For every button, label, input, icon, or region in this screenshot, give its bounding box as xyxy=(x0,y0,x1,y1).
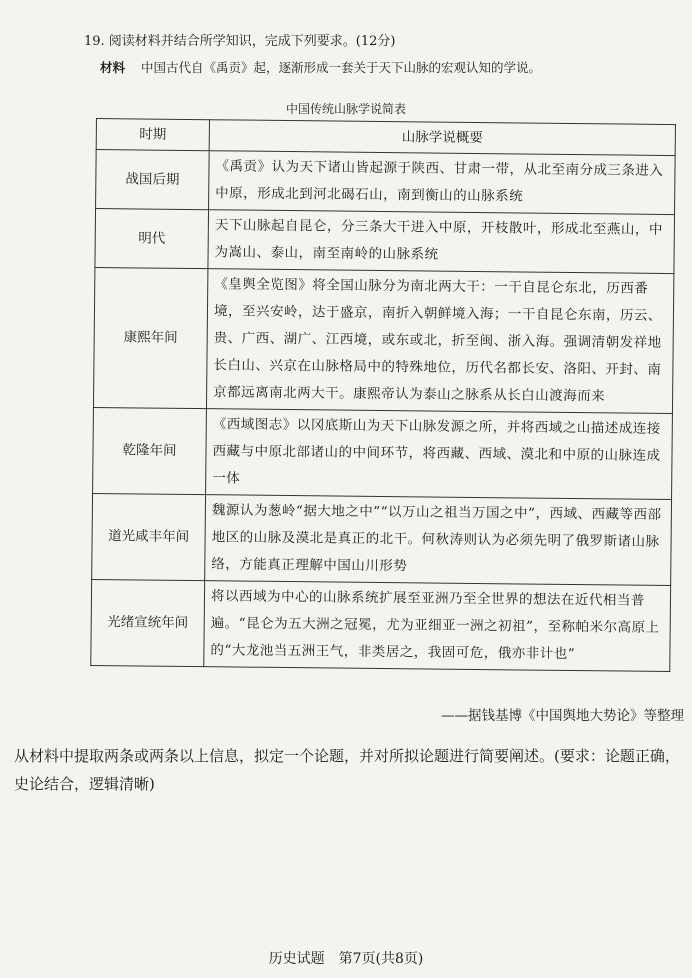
table-row xyxy=(93,267,673,413)
table-row xyxy=(95,209,675,274)
table-row xyxy=(91,579,671,671)
period-cell: 乾隆年间 xyxy=(93,407,207,494)
period-cell: 明代 xyxy=(95,209,209,269)
period-cell: 光绪宣统年间 xyxy=(91,579,205,666)
period-cell: 道光咸丰年间 xyxy=(92,493,206,580)
summary-cell: 《皇舆全览图》将全国山脉分为南北两大干：一干自昆仑东北，历西番境，至兴安岭，达于盛京，南折入朝鲜境入海；一干自昆仑东南，历云、贵、广西、湖广、江西境，或东或北，折至闽、浙入海。强调清朝发祥地长白山、兴京在山脉格局中的特殊地位，历代名都长安、洛阳、开封、南京都远离南北两大干。康熙帝认为泰山之脉系从长白山渡海而来 xyxy=(206,269,673,414)
source-citation: ——据钱基博《中国舆地大势论》等整理 xyxy=(441,708,684,724)
material-intro: 中国古代自《禹贡》起，逐渐形成一套关于天下山脉的宏观认知的学说。 xyxy=(141,60,542,75)
table-row xyxy=(96,150,676,215)
summary-cell: 魏源认为葱岭“据大地之中”“以万山之祖当万国之中”，西域、西藏等西部地区的山脉及漠北是真正的北干。何秋涛则认为必须先明了俄罗斯诸山脉络，方能真正理解中国山川形势 xyxy=(205,495,672,586)
table-row xyxy=(93,407,673,499)
header-summary: 山脉学说概要 xyxy=(209,120,675,156)
summary-cell: 《西域图志》以冈底斯山为天下山脉发源之所，并将西域之山描述成连接西藏与中原北部诸山的中间环节，将西藏、西域、漠北和中原的山脉连成一体 xyxy=(206,409,673,500)
summary-cell: 将以西域为中心的山脉系统扩展至亚洲乃至全世界的想法在近代相当普遍。“昆仑为五大洲之冠冕，尤为亚细亚一洲之初祖”，至称帕米尔高原上的“大龙池当五洲王气，非类居之，我固可危，俄亦非计也” xyxy=(204,581,671,672)
mountain-theory-table xyxy=(90,118,676,672)
page-footer: 历史试题 第7页(共8页) xyxy=(268,951,424,967)
period-cell: 康熙年间 xyxy=(93,267,207,408)
material-label: 材料 xyxy=(100,60,126,75)
question-title: 19. 阅读材料并结合所学知识，完成下列要求。(12分) xyxy=(84,34,396,49)
table-row xyxy=(92,493,672,585)
header-period: 时期 xyxy=(96,119,209,151)
period-cell: 战国后期 xyxy=(96,150,210,210)
table-title: 中国传统山脉学说简表 xyxy=(285,102,406,116)
question-prompt: 从材料中提取两条或两条以上信息，拟定一个论题，并对所拟论题进行简要阐述。(要求：论题正确，史论结合，逻辑清晰) xyxy=(14,747,680,793)
summary-cell: 《禹贡》认为天下诸山皆起源于陕西、甘肃一带，从北至南分成三条进入中原，形成北到河北碣石山，南到衡山的山脉系统 xyxy=(209,151,676,215)
material-line xyxy=(100,58,541,76)
summary-cell: 天下山脉起自昆仑，分三条大干进入中原，开枝散叶，形成北至燕山，中为嵩山、泰山，南至南岭的山脉系统 xyxy=(208,210,675,274)
